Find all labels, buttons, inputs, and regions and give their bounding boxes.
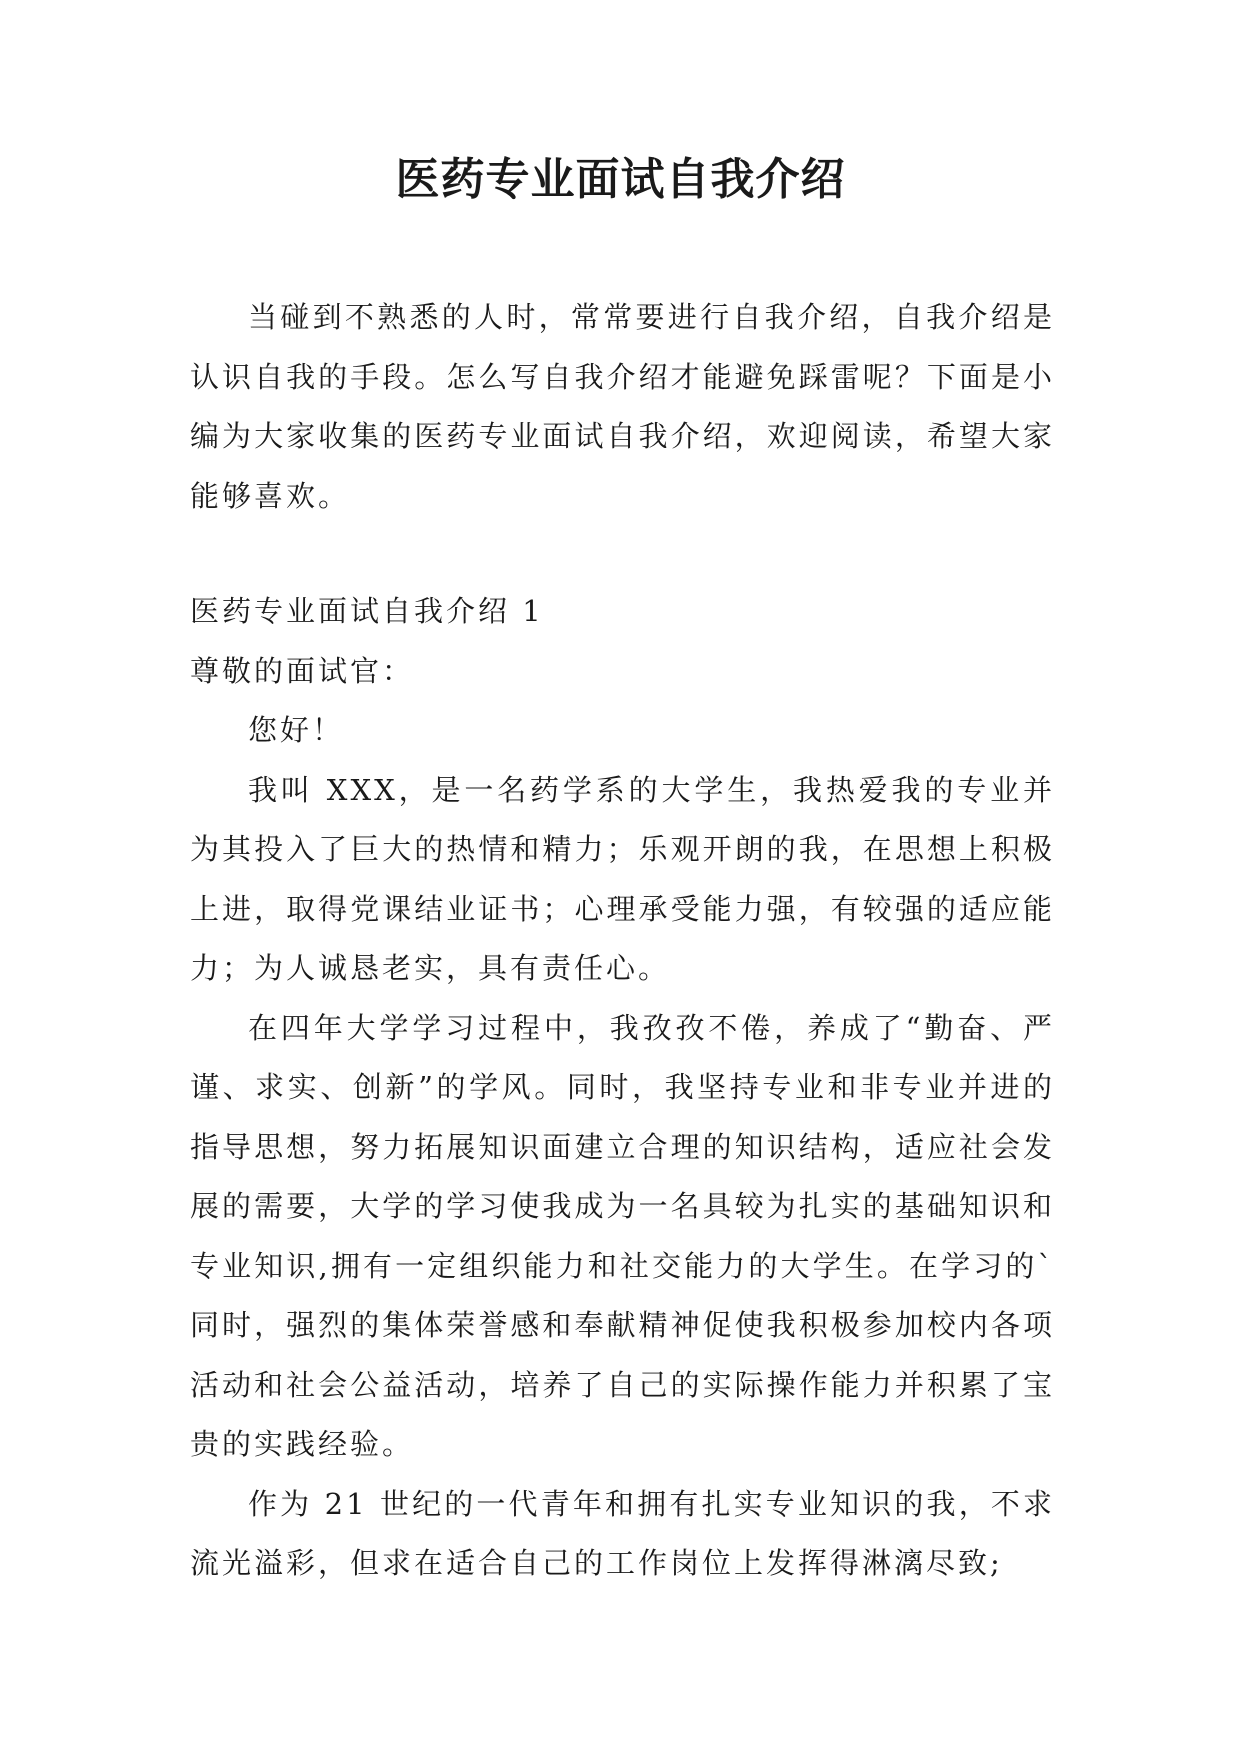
paragraph-gap — [190, 526, 1055, 582]
greeting: 您好！ — [248, 713, 345, 747]
intro-paragraph: 当碰到不熟悉的人时，常常要进行自我介绍，自我介绍是认识自我的手段。怎么写自我介绍才能避免踩雷呢？下面是小编为大家收集的医药专业面试自我介绍，欢迎阅读，希望大家能够喜欢。 — [190, 300, 1055, 513]
body-paragraph: 在四年大学学习过程中，我孜孜不倦，养成了“勤奋、严谨、求实、创新”的学风。同时，我坚持专业和非专业并进的指导思想，努力拓展知识面建立合理的知识结构，适应社会发展的需要，大学的学习使我成为一名具较为扎实的基础知识和专业知识,拥有一定组织能力和社交能力的大学生。在学习的`同时，强烈的集体荣誉感和奉献精神促使我积极参加校内各项活动和社会公益活动，培养了自己的实际操作能力并积累了宝贵的实践经验。 — [190, 1010, 1055, 1461]
document-body — [190, 288, 1055, 1594]
body-paragraph: 作为 21 世纪的一代青年和拥有扎实专业知识的我，不求流光溢彩，但求在适合自己的工作岗位上发挥得淋漓尽致; — [190, 1486, 1055, 1580]
salutation: 尊敬的面试官： — [190, 653, 415, 688]
body-paragraph: 我叫 XXX，是一名药学系的大学生，我热爱我的专业并为其投入了巨大的热情和精力；乐观开朗的我，在思想上积极上进，取得党课结业证书；心理承受能力强，有较强的适应能力；为人诚恳老实，具有责任心。 — [190, 772, 1055, 985]
section-heading: 医药专业面试自我介绍 1 — [190, 594, 544, 628]
document-title: 医药专业面试自我介绍 — [395, 154, 846, 205]
